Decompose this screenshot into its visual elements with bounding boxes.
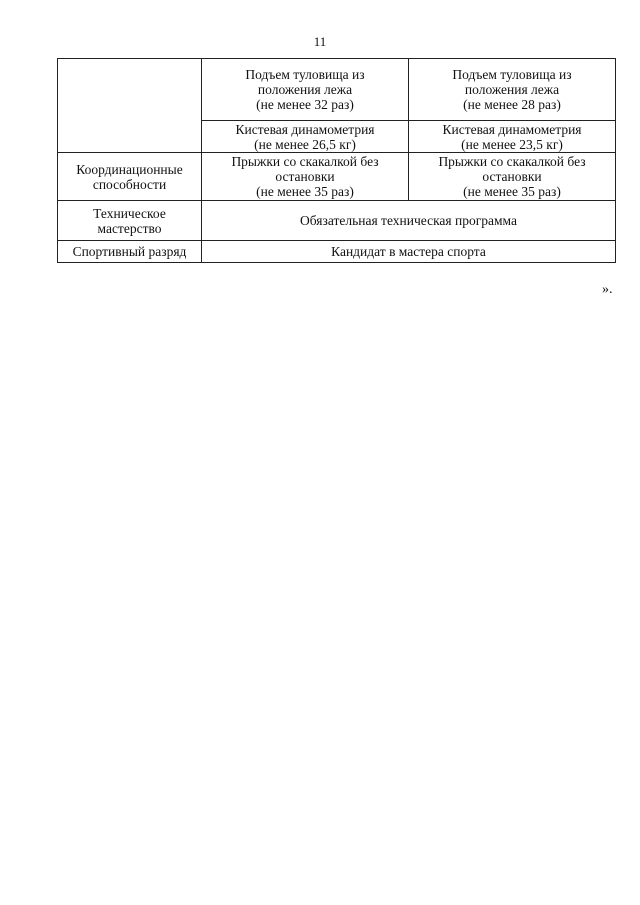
table-cell: Подъем туловища из положения лежа (не менее 32 раз) — [202, 59, 409, 121]
empty-label-cell — [58, 59, 202, 153]
merged-cell: Кандидат в мастера спорта — [202, 241, 616, 263]
table-cell: Прыжки со скакалкой без остановки (не менее 35 раз) — [202, 153, 409, 201]
requirements-table — [57, 58, 616, 263]
page-number: 11 — [313, 34, 327, 49]
closing-quote: ». — [602, 282, 613, 297]
table-row — [58, 201, 616, 241]
table-row — [58, 153, 616, 201]
table-cell: Кистевая динамометрия (не менее 26,5 кг) — [202, 121, 409, 153]
row-label: Спортивный разряд — [58, 241, 202, 263]
table-row — [58, 59, 616, 121]
merged-cell: Обязательная техническая программа — [202, 201, 616, 241]
table-row — [58, 241, 616, 263]
row-label: Координационные способности — [58, 153, 202, 201]
table-cell: Кистевая динамометрия (не менее 23,5 кг) — [409, 121, 616, 153]
row-label: Техническое мастерство — [58, 201, 202, 241]
table-cell: Прыжки со скакалкой без остановки (не менее 35 раз) — [409, 153, 616, 201]
table-cell: Подъем туловища из положения лежа (не менее 28 раз) — [409, 59, 616, 121]
